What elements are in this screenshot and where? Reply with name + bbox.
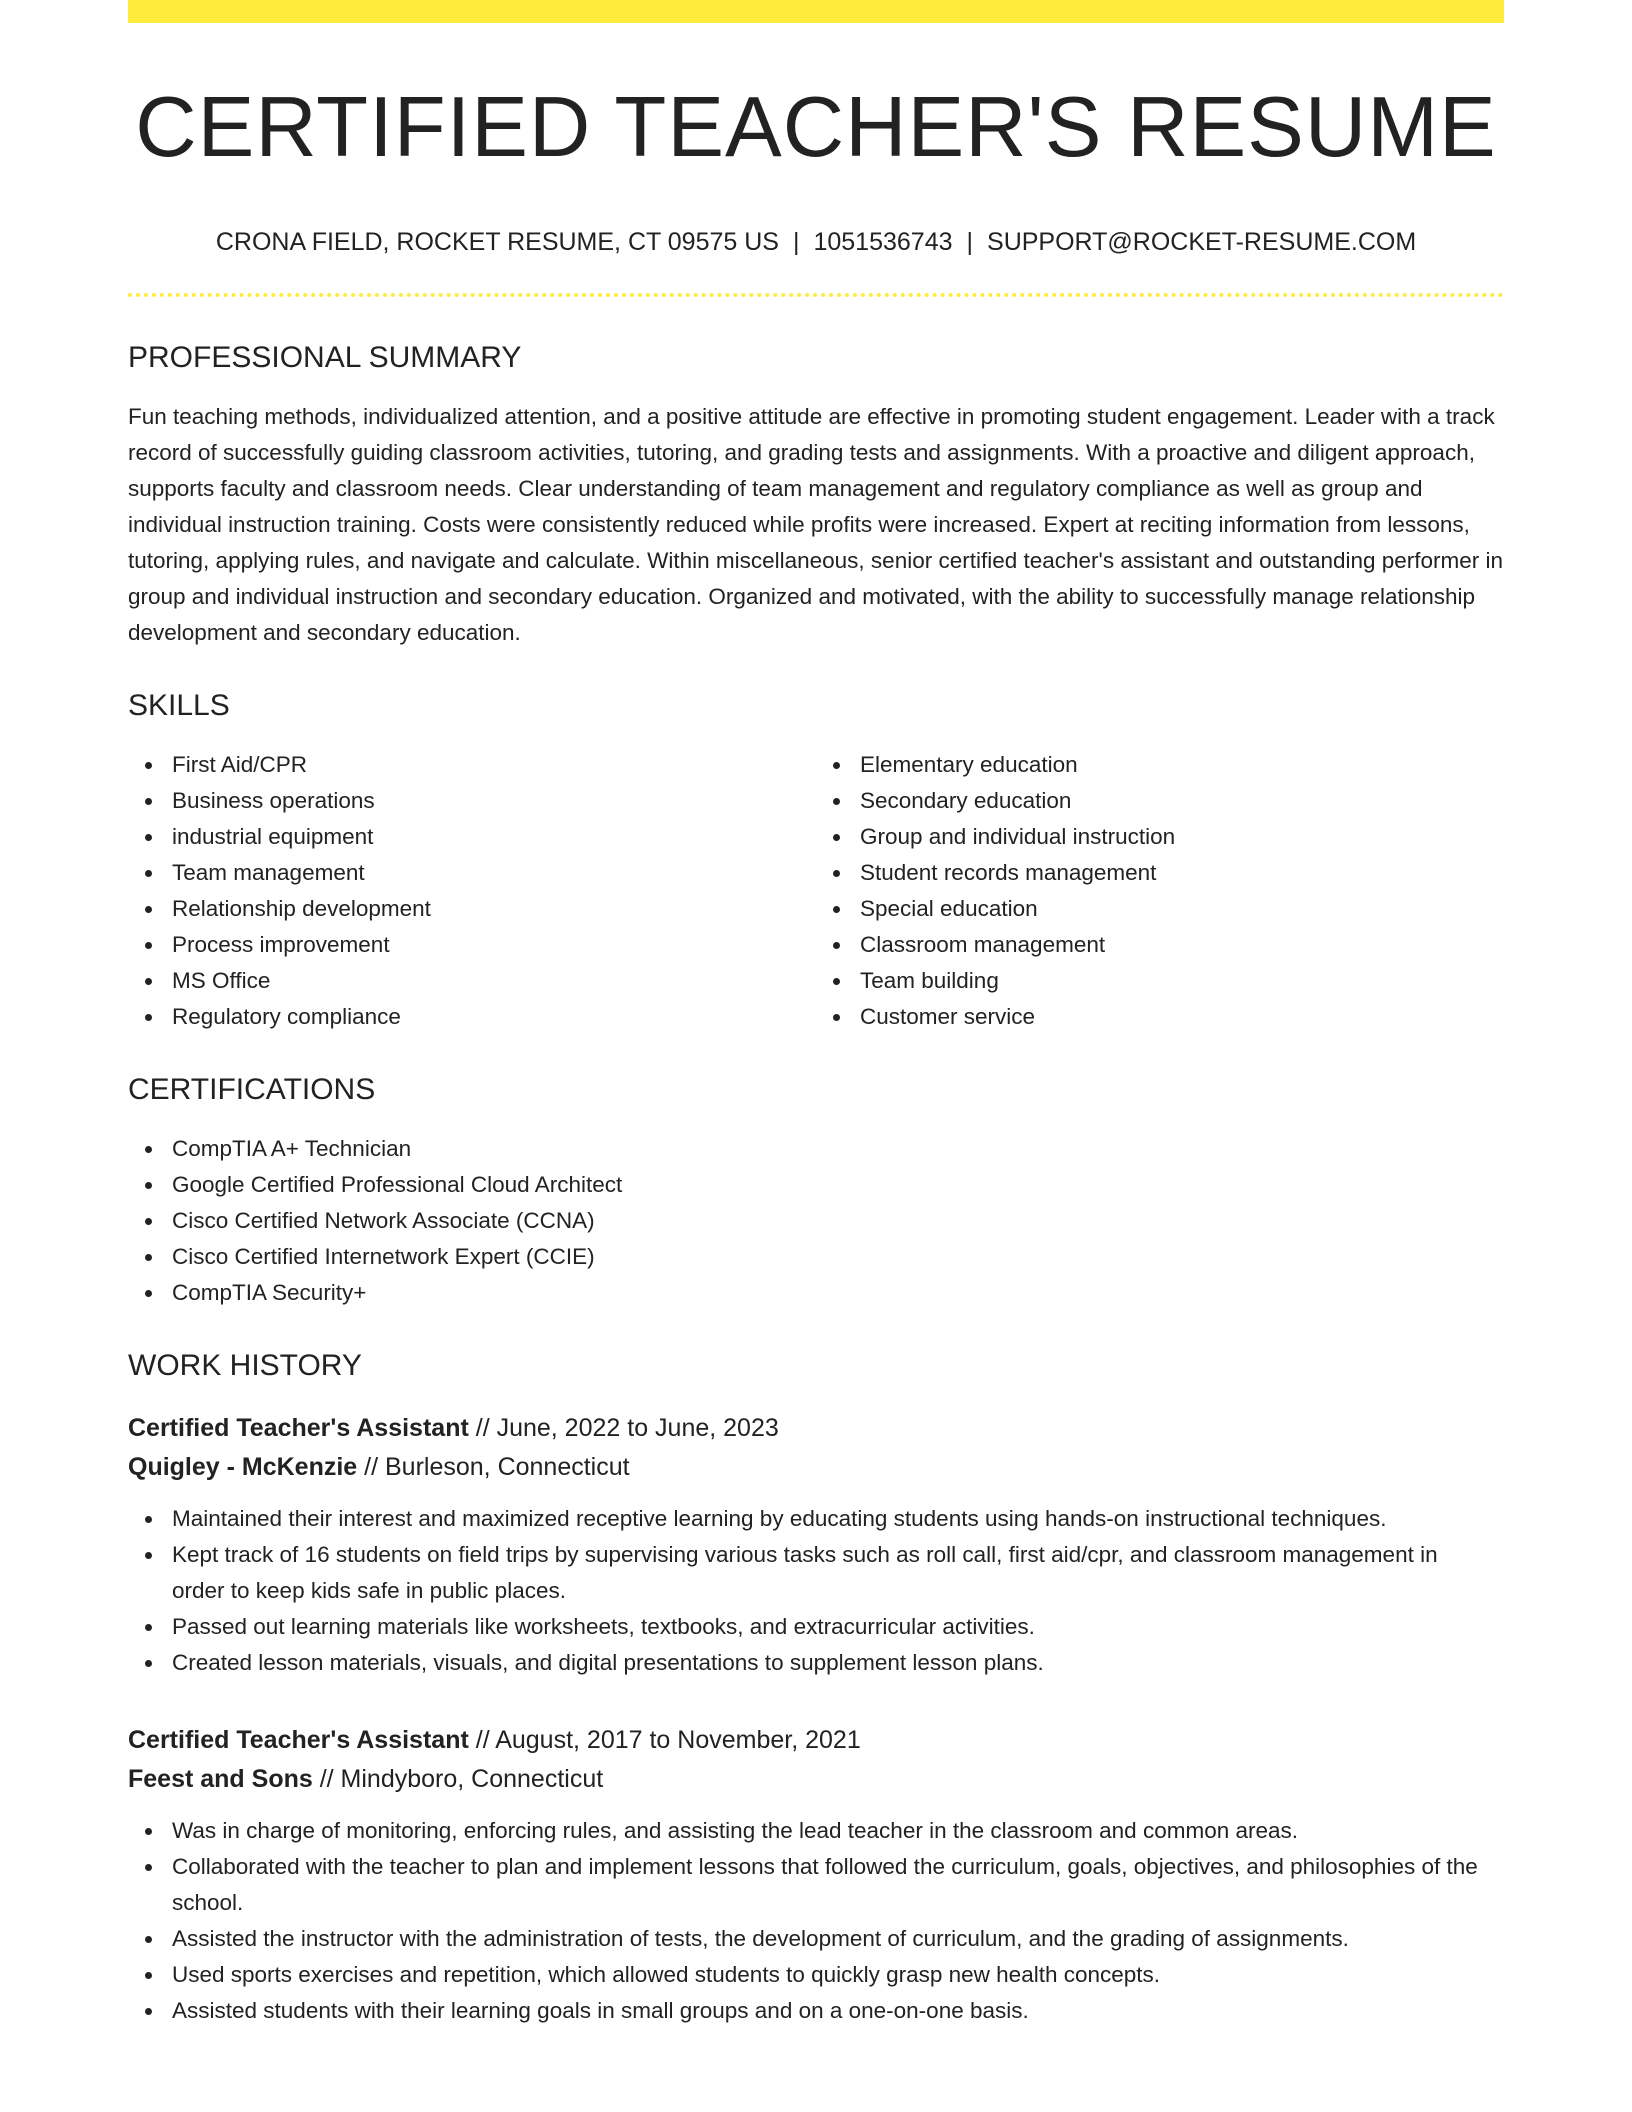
skills-list-right xyxy=(816,747,1504,1035)
contact-separator: | xyxy=(966,228,974,256)
summary-heading: PROFESSIONAL SUMMARY xyxy=(128,341,522,374)
contact-phone: 1051536743 xyxy=(813,228,953,256)
job-role: Certified Teacher's Assistant xyxy=(128,1726,469,1754)
certification-item: CompTIA A+ Technician xyxy=(172,1131,1504,1167)
job-entry xyxy=(128,1409,1504,1681)
resume-page xyxy=(128,0,1504,2029)
skill-item: industrial equipment xyxy=(172,819,816,855)
skill-item: Regulatory compliance xyxy=(172,999,816,1035)
contact-line xyxy=(128,228,1504,257)
job-bullet: Created lesson materials, visuals, and digital presentations to supplement lesson plans. xyxy=(172,1645,1504,1681)
job-bullet: Collaborated with the teacher to plan and implement lessons that followed the curriculum, goals, objectives, and philosophies of the school. xyxy=(172,1849,1504,1921)
skill-item: Elementary education xyxy=(860,747,1504,783)
skill-item: Business operations xyxy=(172,783,816,819)
accent-bar xyxy=(128,0,1504,23)
job-title-line xyxy=(128,1409,1504,1448)
job-bullet: Kept track of 16 students on field trips by supervising various tasks such as roll call, first aid/cpr, and classroom management in order to keep kids safe in public places. xyxy=(172,1537,1504,1609)
skills-list-left xyxy=(128,747,816,1035)
skills-heading: SKILLS xyxy=(128,689,230,722)
skill-item: Student records management xyxy=(860,855,1504,891)
job-location: // Mindyboro, Connecticut xyxy=(312,1765,604,1793)
dotted-divider xyxy=(128,293,1504,297)
contact-separator: | xyxy=(792,228,800,256)
certification-item: Cisco Certified Network Associate (CCNA) xyxy=(172,1203,1504,1239)
skill-item: MS Office xyxy=(172,963,816,999)
job-role: Certified Teacher's Assistant xyxy=(128,1414,469,1442)
job-company: Quigley - McKenzie xyxy=(128,1453,358,1481)
certification-item: Cisco Certified Internetwork Expert (CCIE) xyxy=(172,1239,1504,1275)
job-title-line xyxy=(128,1721,1504,1760)
job-bullets xyxy=(128,1813,1504,2029)
contact-email[interactable]: SUPPORT@ROCKET-RESUME.COM xyxy=(987,228,1417,256)
certifications-heading: CERTIFICATIONS xyxy=(128,1073,376,1106)
job-company-line xyxy=(128,1760,1504,1799)
certification-item: CompTIA Security+ xyxy=(172,1275,1504,1311)
job-company-line xyxy=(128,1448,1504,1487)
job-location: // Burleson, Connecticut xyxy=(357,1453,630,1481)
summary-text: Fun teaching methods, individualized attention, and a positive attitude are effective in promoting student engagement. Leader with a track record of successfully guiding classroom activities, tutoring, and grading tests and assignments. With a proactive and diligent approach, supports faculty and classroom needs. Clear understanding of team management and regulatory compliance as well as group and individual instruction training. Costs were consistently reduced while profits were increased. Expert at reciting information from lessons, tutoring, applying rules, and navigate and calculate. Within miscellaneous, senior certified teacher's assistant and outstanding performer in group and individual instruction and secondary education. Organized and motivated, with the ability to successfully manage relationship development and secondary education. xyxy=(128,404,1504,645)
skill-item: Customer service xyxy=(860,999,1504,1035)
job-bullet: Used sports exercises and repetition, which allowed students to quickly grasp new health concepts. xyxy=(172,1957,1504,1993)
skill-item: Process improvement xyxy=(172,927,816,963)
job-bullet: Passed out learning materials like worksheets, textbooks, and extracurricular activities. xyxy=(172,1609,1504,1645)
skill-item: Special education xyxy=(860,891,1504,927)
skill-item: First Aid/CPR xyxy=(172,747,816,783)
job-dates: // August, 2017 to November, 2021 xyxy=(468,1726,861,1754)
skill-item: Secondary education xyxy=(860,783,1504,819)
certifications-list xyxy=(128,1131,1504,1311)
job-company: Feest and Sons xyxy=(128,1765,313,1793)
certification-item: Google Certified Professional Cloud Architect xyxy=(172,1167,1504,1203)
job-bullet: Was in charge of monitoring, enforcing rules, and assisting the lead teacher in the classroom and common areas. xyxy=(172,1813,1504,1849)
work-history-heading: WORK HISTORY xyxy=(128,1349,362,1382)
resume-title: CERTIFIED TEACHER'S RESUME xyxy=(135,80,1497,175)
job-bullets xyxy=(128,1501,1504,1681)
job-dates: // June, 2022 to June, 2023 xyxy=(468,1414,779,1442)
job-bullet: Assisted the instructor with the administration of tests, the development of curriculum, and the grading of assignments. xyxy=(172,1921,1504,1957)
skill-item: Relationship development xyxy=(172,891,816,927)
skill-item: Team management xyxy=(172,855,816,891)
contact-address: CRONA FIELD, ROCKET RESUME, CT 09575 US xyxy=(215,228,779,256)
job-bullet: Assisted students with their learning goals in small groups and on a one-on-one basis. xyxy=(172,1993,1504,2029)
job-entry xyxy=(128,1721,1504,2029)
job-bullet: Maintained their interest and maximized receptive learning by educating students using hands-on instructional techniques. xyxy=(172,1501,1504,1537)
skill-item: Team building xyxy=(860,963,1504,999)
skill-item: Classroom management xyxy=(860,927,1504,963)
skill-item: Group and individual instruction xyxy=(860,819,1504,855)
skills-columns xyxy=(128,747,1504,1035)
